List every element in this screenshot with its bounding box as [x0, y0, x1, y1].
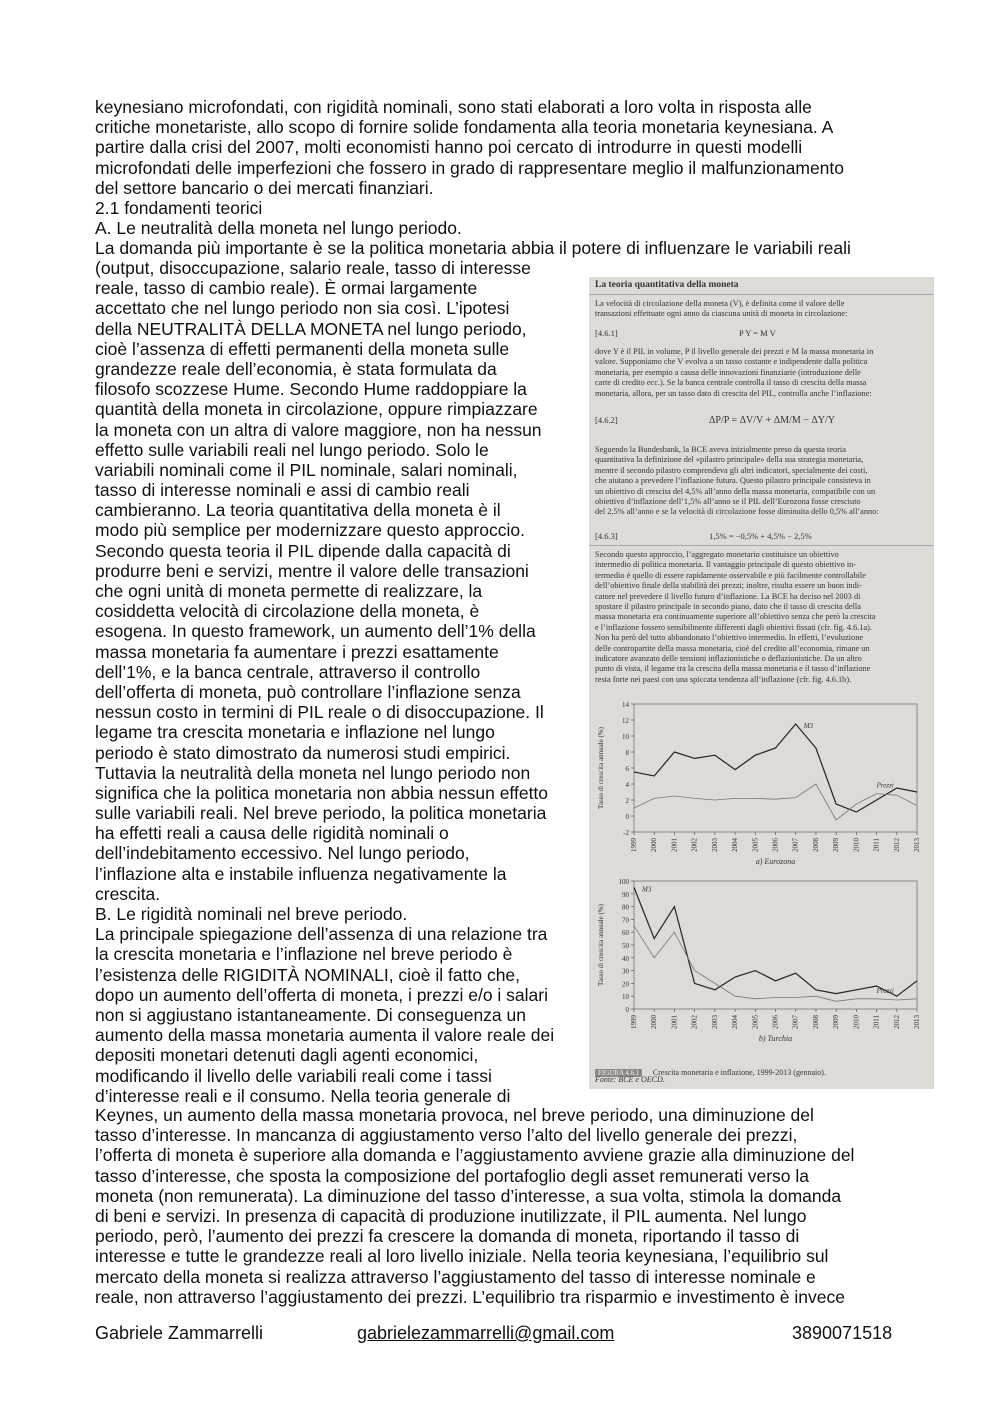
x-tick-label: 2005: [751, 838, 760, 852]
footer-phone: 3890071518: [792, 1323, 893, 1343]
body-text-line: effetto sulle variabili reali nel lungo periodo. Solo le: [95, 439, 489, 460]
y-tick-label: 90: [622, 890, 629, 899]
body-text-line: reale, non attraverso l’aggiustamento dei prezzi. L’equilibrio tra risparmio e investimento è invece: [95, 1286, 845, 1307]
body-text-line: ha effetti reali a causa delle rigidità nominali o: [95, 823, 449, 844]
y-tick-label: 50: [622, 942, 629, 950]
body-text-line: della NEUTRALITÀ DELLA MONETA nel lungo periodo,: [95, 318, 527, 339]
figure-text-line: dell’obiettivo finale della stabilità dei prezzi; inoltre, risulta essere un buon indi-: [595, 581, 862, 591]
figure-text-line: indicatore avanzato delle tensioni inflazionistiche o deflazionistiche. Da un altro: [595, 654, 862, 663]
series-line: [634, 781, 917, 820]
body-text-line: periodo, però, l’aumento dei prezzi fa crescere la domanda di moneta, riportando il tasso di: [95, 1226, 800, 1247]
series-label: Prezzi: [876, 986, 894, 995]
x-tick-label: 2003: [710, 838, 719, 852]
eq-label-2: [4.6.2]: [595, 415, 618, 425]
x-tick-label: 2010: [852, 838, 861, 852]
body-text-line: produrre beni e servizi, mentre il valore delle transazioni: [95, 560, 529, 581]
series-label: M3: [803, 722, 814, 730]
figure-text-line: mentre il secondo pilastro comprendeva gli altri indicatori, specialmente dei costi,: [595, 465, 868, 475]
body-text-line: legame tra crescita monetaria e inflazione nel lungo: [95, 722, 495, 743]
body-text-line: periodo è stato dimostrato da numerosi studi empirici.: [95, 742, 511, 763]
equation-3: 1,5% = −0,5% + 4,5% − 2,5%: [709, 531, 812, 541]
figure-text-line: massa monetaria era continuamente superiore all’obiettivo senza che però la crescita: [595, 612, 876, 622]
figure-text-line: Seguendo la Bundesbank, la BCE aveva inizialmente preso da questa teoria: [595, 445, 846, 454]
body-text-line: keynesiano microfondati, con rigidità nominali, sono stati elaborati a loro volta in risposta alle: [95, 97, 812, 117]
figure-text-line: valore. Supponiamo che V evolva a un tasso costante e indipendente dalla politica: [595, 357, 868, 367]
y-tick-label: 12: [622, 717, 629, 725]
x-tick-label: 2008: [811, 1015, 820, 1029]
body-text-line: non si aggiustano istantaneamente. Di conseguenza un: [95, 1004, 526, 1025]
x-tick-label: 2004: [731, 838, 740, 852]
equation-2: ΔP/P = ΔV/V + ΔM/M − ΔY/Y: [709, 415, 835, 426]
body-text-line: dell’indebitamento eccessivo. Nel lungo periodo,: [95, 843, 470, 864]
body-text-line: tasso d’interesse. In mancanza di aggiustamento verso l’alto del livello generale dei prezzi,: [95, 1125, 798, 1146]
body-text-line: esogena. In questo framework, un aumento dell’1% della: [95, 621, 536, 642]
figure-text-line: intermedio di politica monetaria. Il vantaggio principale di questo obiettivo in-: [595, 560, 857, 570]
chart-title: a) Eurozona: [755, 857, 796, 866]
series-line: [634, 887, 917, 996]
equation-1: P Y = M V: [739, 328, 776, 338]
figure-title: La teoria quantitativa della moneta: [595, 280, 739, 290]
y-tick-label: 14: [622, 701, 629, 709]
body-text-line: dell’1%, e la banca centrale, attraverso il controllo: [95, 661, 481, 682]
body-text-line: partire dalla crisi del 2007, molti economisti hanno poi cercato di introdurre in questi modelli: [95, 137, 803, 158]
body-text-line: l’offerta di moneta è superiore alla domanda e l’aggiustamento avviene grazie alla diminuzione del: [95, 1145, 855, 1166]
figure-text-line: che aiutano a prevedere l’inflazione futura. Questo pilastro principale consisteva in: [595, 476, 871, 486]
chart-turchia: [589, 869, 934, 1049]
y-tick-label: 30: [622, 967, 629, 976]
body-text-line: dell’offerta di moneta, può controllare l’inflazione senza: [95, 681, 521, 702]
x-tick-label: 2000: [650, 838, 659, 852]
footer-email-link[interactable]: gabrielezammarrelli@gmail.com: [357, 1323, 615, 1343]
body-text-line: tasso di interesse nominali e assi di cambio reali: [95, 480, 470, 501]
body-text-line: massa monetaria fa aumentare i prezzi esattamente: [95, 641, 499, 662]
x-tick-label: 2001: [670, 1015, 679, 1029]
body-text-line: modo più semplice per modernizzare questo approccio.: [95, 520, 525, 541]
x-tick-label: 2006: [771, 838, 780, 852]
x-tick-label: 1999: [630, 1015, 638, 1029]
body-text-line: depositi monetari detenuti dagli agenti economici,: [95, 1045, 479, 1066]
y-tick-label: -2: [623, 829, 629, 837]
y-tick-label: 60: [622, 929, 629, 938]
figure-text-line: catore nel prevedere il livello futuro d’inflazione. La BCE ha deciso nel 2003 di: [595, 591, 861, 601]
x-tick-label: 2001: [670, 838, 679, 852]
body-text-line: cambieranno. La teoria quantitativa della moneta è il: [95, 500, 501, 521]
y-tick-label: 80: [622, 903, 629, 912]
figure-text-line: dove Y è il PIL in volume, P il livello generale dei prezzi e M la massa monetaria in: [595, 347, 874, 356]
body-text-line: Tuttavia la neutralità della moneta nel lungo periodo non: [95, 762, 531, 783]
x-tick-label: 2006: [771, 1015, 780, 1029]
body-text-line: sulle variabili reali. Nel breve periodo, la politica monetaria: [95, 803, 547, 824]
body-text-line: che ogni unità di moneta permette di realizzare, la: [95, 581, 483, 601]
y-tick-label: 100: [618, 878, 629, 886]
body-text-line: B. Le rigidità nominali nel breve periodo.: [95, 904, 408, 924]
body-text-line: modificando il livello delle variabili reali come i tassi: [95, 1065, 492, 1086]
y-tick-label: 20: [622, 980, 629, 989]
body-text-line: accettato che nel lungo periodo non sia così. L’ipotesi: [95, 298, 510, 319]
body-text-line: la moneta con un altra di valore maggiore, non ha nessun: [95, 419, 542, 440]
body-text-line: aumento della massa monetaria aumenta il valore reale dei: [95, 1025, 555, 1046]
body-text-line: moneta (non remunerata). La diminuzione del tasso d’interesse, a sua volta, stimola la domanda: [95, 1185, 842, 1206]
body-text-line: La principale spiegazione dell’assenza di una relazione tra: [95, 924, 548, 945]
x-tick-label: 2011: [872, 1015, 881, 1029]
body-text-line: mercato della moneta si realizza attraverso l’aggiustamento del tasso di interesse nominale e: [95, 1266, 816, 1287]
footer-name: Gabriele Zammarrelli: [95, 1323, 264, 1343]
body-text-line: d’interesse reali e il consumo. Nella teoria generale di: [95, 1085, 511, 1106]
textbook-figure: [589, 277, 934, 1089]
body-text-line: variabili nominali come il PIL nominale, salari nominali,: [95, 459, 518, 480]
x-tick-label: 2008: [811, 838, 820, 852]
figure-caption: Crescita monetaria e inflazione, 1999-2013 (gennaio).: [652, 1068, 826, 1077]
x-tick-label: 2007: [791, 1015, 800, 1029]
figure-caption-label: FIGURA 4.6.1: [595, 1069, 642, 1077]
body-text-line: grandezze reale dell’economia, è stata formulata da: [95, 358, 497, 379]
x-tick-label: 2003: [710, 1015, 719, 1029]
figure-text-line: La velocità di circolazione della moneta (V), è definita come il valore delle: [595, 299, 845, 308]
body-text-line: crescita.: [95, 883, 161, 904]
figure-text-line: termedio è quello di essere rapidamente osservabile e più facilmente controllabile: [595, 570, 866, 580]
figure-text-line: e l’inflazione fossero sensibilmente differenti dagli obiettivi fissati (cfr. fig. 4.6.1a).: [595, 622, 873, 632]
body-text-line: A. Le neutralità della moneta nel lungo periodo.: [95, 218, 462, 239]
text-block-top: [95, 97, 915, 259]
body-text-line: 2.1 fondamenti teorici: [95, 197, 263, 218]
y-tick-label: 0: [625, 813, 629, 821]
y-tick-label: 0: [625, 1006, 629, 1014]
body-text-line: quantità della moneta in circolazione, oppure rimpiazzare: [95, 399, 538, 420]
body-text-line: La domanda più importante è se la politica monetaria abbia il potere di influenzare le variabili reali: [95, 238, 851, 259]
body-text-line: l’esistenza delle RIGIDITÀ NOMINALI, cioè il fatto che,: [95, 964, 521, 985]
figure-text-line: punto di vista, il legame tra la crescita della massa monetaria e il tasso d’inflazione: [595, 664, 871, 674]
figure-text-line: transazioni effettuate ogni anno da ciascuna unità di moneta in circolazione:: [595, 309, 848, 319]
figure-text-line: carte di credito ecc.). Se la banca centrale controlla il tasso di crescita della massa: [595, 378, 867, 388]
body-text-line: microfondati delle imperfezioni che fossero in grado di rappresentare meglio il malfunzionamento: [95, 157, 845, 178]
figure-text-line: obiettivo d’inflazione dell’1,5% all’anno se il PIL dell’Eurozona fosse cresciuto: [595, 497, 861, 506]
chart-eurozona: [589, 692, 934, 872]
body-text-line: nessun costo in termini di PIL reale o di disoccupazione. Il: [95, 702, 544, 723]
body-text-line: cosiddetta velocità di circolazione della moneta, è: [95, 601, 480, 622]
plot-frame: [634, 704, 917, 832]
body-text-line: Secondo questa teoria il PIL dipende dalla capacità di: [95, 540, 511, 561]
x-tick-label: 2012: [892, 1015, 901, 1029]
body-text-line: critiche monetariste, allo scopo di fornire solide fondamenta alla teoria monetaria keynesiana. A: [95, 117, 834, 138]
x-tick-label: 2009: [832, 1015, 841, 1029]
y-tick-label: 70: [622, 916, 629, 925]
y-tick-label: 10: [622, 993, 629, 1002]
x-tick-label: 2007: [791, 838, 800, 852]
figure-text-line: resta forte nei paesi con una spiccata tendenza all’inflazione (cfr. fig. 4.6.1b).: [595, 674, 852, 684]
x-tick-label: 2004: [731, 1015, 740, 1029]
body-text-line: del settore bancario o dei mercati finanziari.: [95, 177, 434, 198]
body-text-line: reale, tasso di cambio reale). È ormai largamente: [95, 278, 478, 299]
body-text-line: l’inflazione alta e instabile influenza negativamente la: [95, 863, 507, 884]
x-tick-label: 1999: [630, 838, 638, 852]
body-text-line: interesse e tutte le grandezze reali al loro livello iniziale. Nella teoria keynesiana, l’equilibrio sul: [95, 1246, 829, 1267]
figure-text-line: monetaria, per esempio a causa delle innovazioni finanziarie (introduzione delle: [595, 367, 861, 377]
x-tick-label: 2013: [913, 1015, 921, 1029]
y-tick-label: 10: [622, 733, 629, 741]
x-tick-label: 2002: [690, 838, 699, 852]
x-tick-label: 2013: [913, 838, 921, 852]
eq-label-3: [4.6.3]: [595, 531, 618, 541]
x-tick-label: 2012: [892, 838, 901, 852]
series-label: M3: [642, 885, 652, 894]
text-block-bottom: [95, 1105, 915, 1307]
series-line: [634, 926, 917, 1002]
body-text-line: cioè l’assenza di effetti permanenti della moneta sulle: [95, 338, 510, 359]
y-axis-label: Tasso di crescita annuale (%): [597, 904, 605, 986]
y-tick-label: 6: [625, 765, 629, 773]
x-tick-label: 2000: [650, 1015, 659, 1029]
y-tick-label: 8: [625, 749, 629, 757]
series-label: Prezzi: [876, 781, 894, 790]
body-text-line: (output, disoccupazione, salario reale, tasso di interesse: [95, 258, 531, 278]
y-tick-label: 40: [622, 954, 629, 963]
chart-title: b) Turchia: [758, 1034, 793, 1043]
figure-source: Fonte: BCE e OECD.: [595, 1075, 665, 1084]
figure-text-line: monetaria, allora, per un tasso dato di crescita del PIL, controlla anche l’inflazione:: [595, 388, 872, 398]
figure-text-line: Non ha però del tutto abbandonato l’obiettivo intermedio. In effetti, l’evoluzione: [595, 633, 864, 643]
y-tick-label: 2: [625, 797, 629, 805]
x-tick-label: 2002: [690, 1015, 699, 1029]
figure-text-line: del 2,5% all’anno e se la velocità di circolazione fosse diminuita dello 0,5% all’anno:: [595, 507, 879, 517]
body-text-line: significa che la politica monetaria non abbia nessun effetto: [95, 782, 549, 803]
y-axis-label: Tasso di crescita annuale (%): [597, 727, 605, 809]
x-tick-label: 2010: [852, 1015, 861, 1029]
eq-label-1: [4.6.1]: [595, 328, 618, 338]
x-tick-label: 2011: [872, 838, 881, 852]
figure-text-line: quantitativa la definizione del «pilastro principale» della sua strategia monetaria,: [595, 455, 864, 465]
x-tick-label: 2005: [751, 1015, 760, 1029]
figure-text-line: delle contropartite della massa monetaria, cioè del credito all’economia, rimane un: [595, 643, 870, 653]
y-tick-label: 4: [625, 781, 629, 789]
body-text-line: dopo un aumento dell’offerta di moneta, i prezzi e/o i salari: [95, 984, 549, 1005]
figure-text-line: spostare il pilastro principale in secondo piano, dato che il tasso di crescita della: [595, 602, 861, 611]
body-text-line: la crescita monetaria e l’inflazione nel breve periodo è: [95, 944, 513, 965]
body-text-line: di beni e servizi. In presenza di capacità di produzione inutilizzate, il PIL aumenta. Nel lungo: [95, 1205, 807, 1226]
text-block-wrapped: [95, 258, 575, 1106]
body-text-line: tasso d’interesse, che sposta la composizione del portafoglio degli asset remunerati verso la: [95, 1165, 809, 1186]
body-text-line: filosofo scozzese Hume. Secondo Hume raddoppiare la: [95, 379, 527, 400]
figure-text-line: Secondo questo approccio, l’aggregato monetario costituisce un obiettivo: [595, 550, 839, 559]
body-text-line: Keynes, un aumento della massa monetaria provoca, nel breve periodo, una diminuzione del: [95, 1105, 814, 1125]
plot-frame: [634, 881, 917, 1009]
x-tick-label: 2009: [832, 838, 841, 852]
figure-text-line: un obiettivo di crescita del 4,5% all’anno della massa monetaria, compatibile con un: [595, 486, 876, 496]
